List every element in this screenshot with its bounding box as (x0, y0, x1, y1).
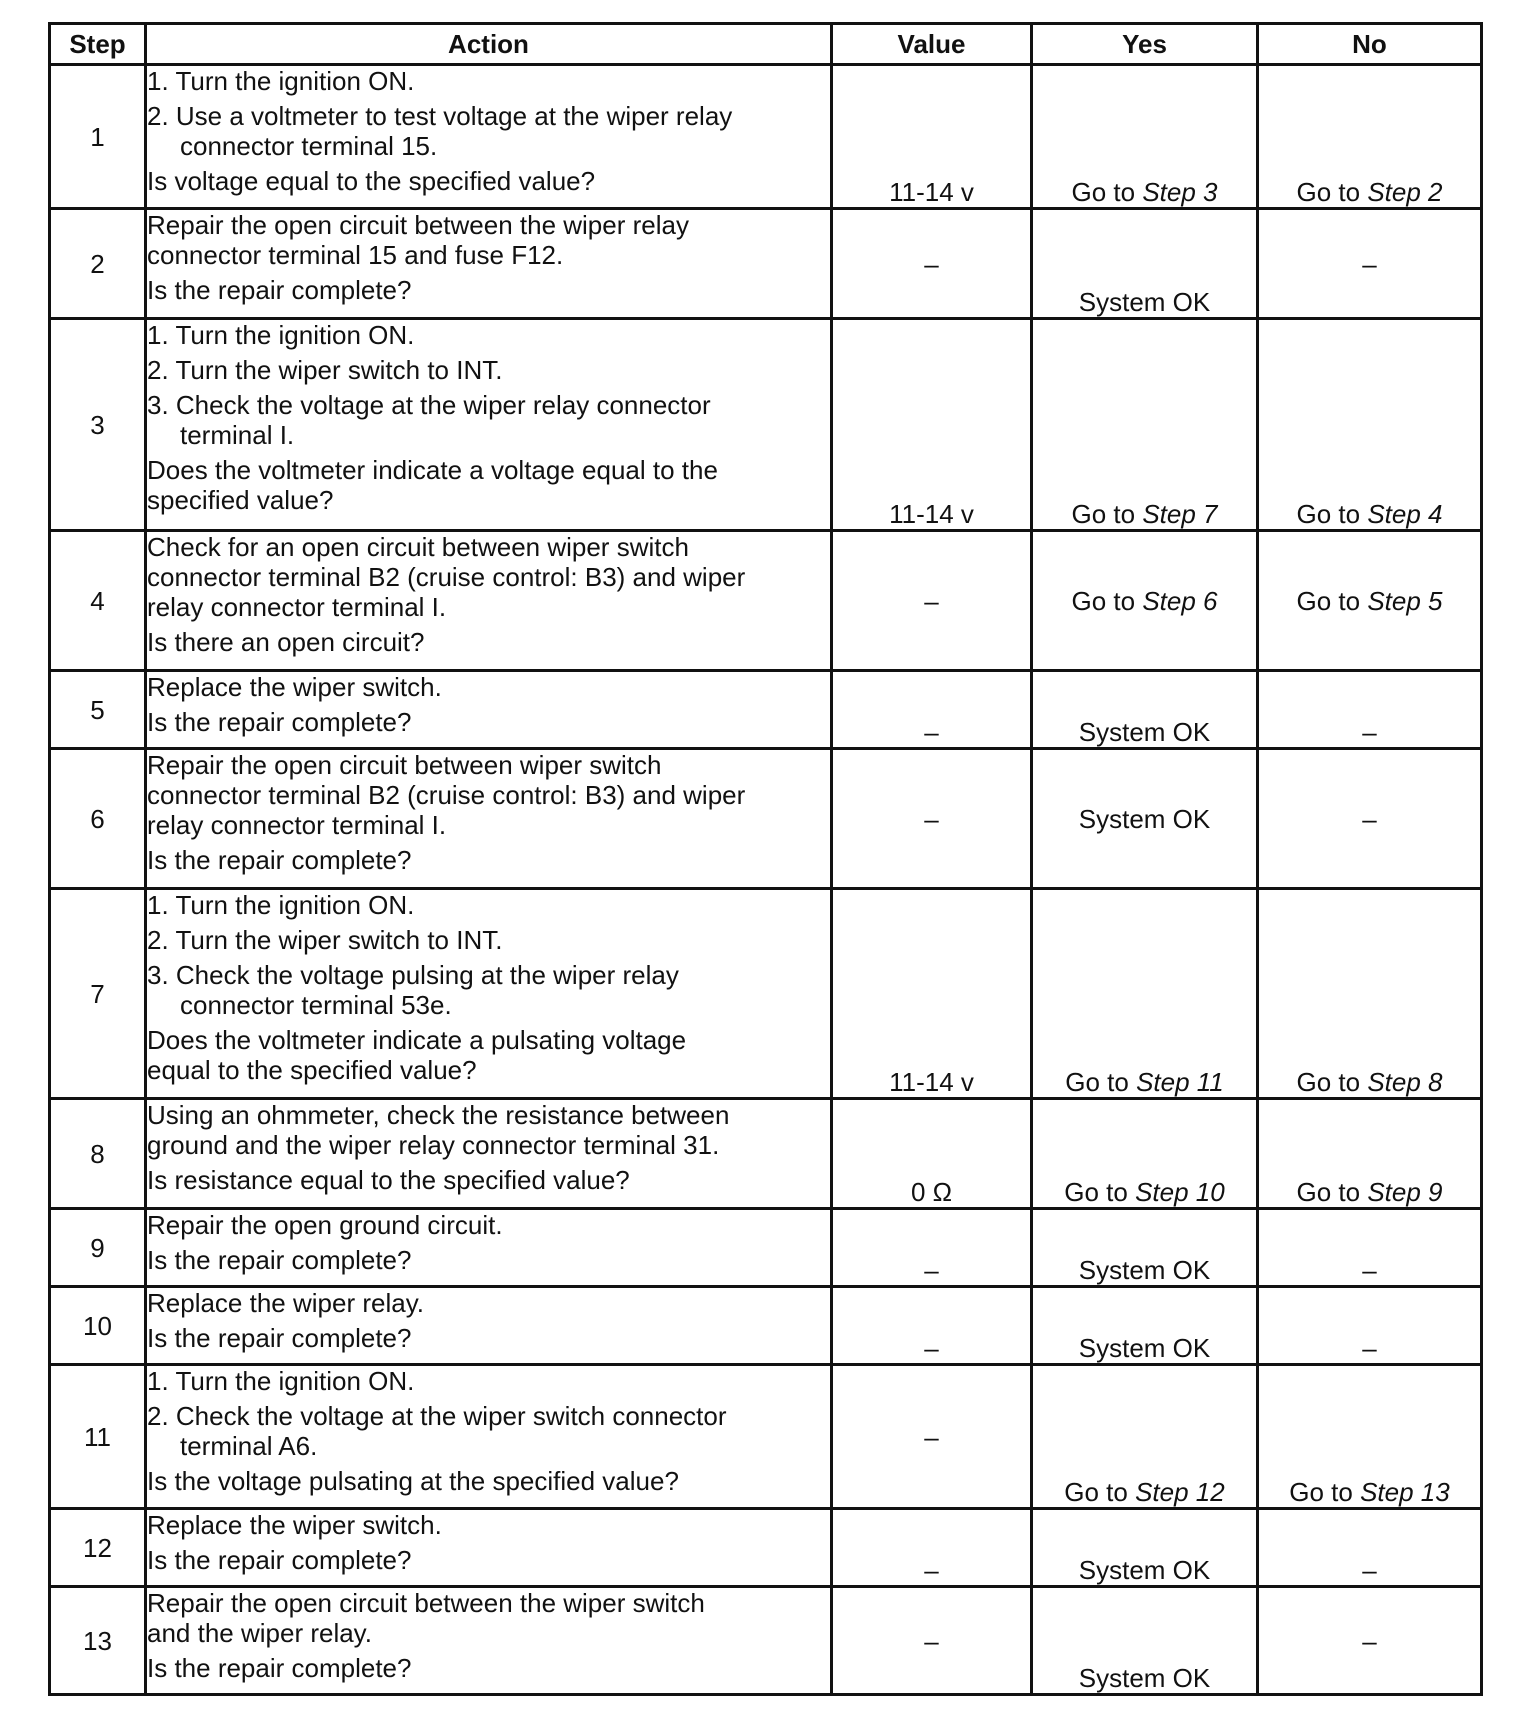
action-line: 2. Turn the wiper switch to INT. (147, 925, 503, 955)
value-cell: 11-14 v (832, 889, 1032, 1099)
table-row (50, 209, 1482, 319)
action-line: connector terminal 53e. (180, 990, 452, 1020)
action-line: Is the repair complete? (147, 845, 412, 875)
goto-step-link[interactable]: Step 5 (1367, 585, 1443, 616)
goto-step-link[interactable]: Step 11 (1136, 1067, 1224, 1097)
action-line: Is the repair complete? (147, 275, 412, 305)
goto-prefix: Go to (1065, 1067, 1137, 1097)
action-cell (146, 1287, 832, 1365)
header-yes: Yes (1032, 24, 1258, 65)
goto-prefix: Go to (1296, 499, 1368, 529)
no-cell (1258, 319, 1482, 531)
goto-prefix: Go to (1296, 177, 1368, 207)
goto-prefix: Go to (1296, 1067, 1368, 1097)
action-cell (146, 1209, 832, 1287)
yes-cell: System OK (1032, 1209, 1258, 1287)
yes-cell (1032, 1099, 1258, 1209)
action-line: 2. Use a voltmeter to test voltage at the wiper relay (147, 101, 733, 131)
no-cell: – (1258, 749, 1482, 889)
action-line: 2. Turn the wiper switch to INT. (147, 355, 503, 385)
action-line: Is voltage equal to the specified value? (147, 166, 596, 196)
table-row (50, 1209, 1482, 1287)
step-number: 12 (50, 1509, 146, 1587)
action-line: Is the repair complete? (147, 1245, 412, 1275)
action-cell (146, 319, 832, 531)
goto-step-link[interactable]: Step 4 (1367, 499, 1443, 529)
value-cell: – (832, 1587, 1032, 1695)
action-line: Does the voltmeter indicate a voltage equal to the (147, 455, 718, 485)
yes-cell: System OK (1032, 1509, 1258, 1587)
value-cell: – (832, 1509, 1032, 1587)
value-cell: – (832, 1209, 1032, 1287)
action-cell (146, 1587, 832, 1695)
table-row (50, 1509, 1482, 1587)
yes-cell: System OK (1032, 1587, 1258, 1695)
action-line: Repair the open circuit between the wiper relay (147, 210, 689, 240)
diagnostic-table (48, 22, 1483, 1696)
table-row (50, 531, 1482, 671)
step-number: 4 (50, 531, 146, 671)
action-line: 3. Check the voltage at the wiper relay connector (147, 390, 711, 420)
goto-step-link[interactable]: Step 12 (1135, 1477, 1225, 1507)
action-line: Is the repair complete? (147, 1545, 412, 1575)
goto-step-link[interactable]: Step 3 (1142, 177, 1218, 207)
action-line: connector terminal B2 (cruise control: B3) and wiper (147, 562, 746, 592)
action-cell (146, 671, 832, 749)
action-line: connector terminal B2 (cruise control: B3) and wiper (147, 780, 746, 810)
goto-step-link[interactable]: Step 10 (1135, 1177, 1225, 1207)
table-row (50, 1365, 1482, 1509)
yes-cell (1032, 531, 1258, 671)
action-line: ground and the wiper relay connector terminal 31. (147, 1130, 720, 1160)
action-line: connector terminal 15. (180, 131, 438, 161)
action-line: terminal A6. (180, 1431, 318, 1461)
header-step: Step (50, 24, 146, 65)
value-cell: – (832, 1287, 1032, 1365)
goto-step-link[interactable]: Step 9 (1367, 1177, 1443, 1207)
action-line: 1. Turn the ignition ON. (147, 66, 415, 96)
value-cell: – (832, 209, 1032, 319)
action-line: Repair the open circuit between wiper switch (147, 750, 662, 780)
table-row (50, 65, 1482, 209)
action-line: Is resistance equal to the specified value? (147, 1165, 630, 1195)
action-cell (146, 749, 832, 889)
goto-step-link[interactable]: Step 7 (1142, 499, 1218, 529)
action-line: Is the repair complete? (147, 707, 412, 737)
step-number: 7 (50, 889, 146, 1099)
table-row (50, 319, 1482, 531)
no-cell: – (1258, 1509, 1482, 1587)
yes-cell (1032, 319, 1258, 531)
step-number: 5 (50, 671, 146, 749)
goto-step-link[interactable]: Step 8 (1367, 1067, 1443, 1097)
action-line: Is there an open circuit? (147, 627, 425, 657)
yes-cell (1032, 1365, 1258, 1509)
action-line: specified value? (147, 485, 334, 515)
value-cell: – (832, 1365, 1032, 1509)
table-row (50, 889, 1482, 1099)
action-cell (146, 1099, 832, 1209)
yes-cell: System OK (1032, 1287, 1258, 1365)
action-cell (146, 209, 832, 319)
yes-cell: System OK (1032, 209, 1258, 319)
header-value: Value (832, 24, 1032, 65)
action-line: relay connector terminal I. (147, 810, 447, 840)
no-cell (1258, 65, 1482, 209)
goto-prefix: Go to (1296, 1177, 1368, 1207)
yes-cell: System OK (1032, 671, 1258, 749)
no-cell (1258, 1099, 1482, 1209)
action-line: Replace the wiper relay. (147, 1288, 424, 1318)
step-number: 11 (50, 1365, 146, 1509)
action-line: Is the repair complete? (147, 1323, 412, 1353)
no-cell: – (1258, 671, 1482, 749)
goto-prefix: Go to (1064, 1477, 1136, 1507)
action-line: Is the repair complete? (147, 1653, 412, 1683)
table-row (50, 1587, 1482, 1695)
action-line: 1. Turn the ignition ON. (147, 1366, 415, 1396)
action-line: Does the voltmeter indicate a pulsating voltage (147, 1025, 687, 1055)
yes-cell: System OK (1032, 749, 1258, 889)
header-no: No (1258, 24, 1482, 65)
table-row (50, 1287, 1482, 1365)
action-line: Is the voltage pulsating at the specified value? (147, 1466, 679, 1496)
value-cell: – (832, 749, 1032, 889)
action-line: 2. Check the voltage at the wiper switch connector (147, 1401, 727, 1431)
table-row (50, 749, 1482, 889)
step-number: 1 (50, 65, 146, 209)
action-line: and the wiper relay. (147, 1618, 372, 1648)
action-line: 3. Check the voltage pulsing at the wiper relay (147, 960, 679, 990)
action-cell (146, 65, 832, 209)
goto-step-link[interactable]: Step 6 (1142, 585, 1218, 616)
step-number: 9 (50, 1209, 146, 1287)
action-line: 1. Turn the ignition ON. (147, 890, 415, 920)
action-line: Using an ohmmeter, check the resistance between (147, 1100, 730, 1130)
no-cell (1258, 889, 1482, 1099)
value-cell: – (832, 671, 1032, 749)
goto-prefix: Go to (1071, 585, 1143, 616)
no-cell: – (1258, 1287, 1482, 1365)
goto-prefix: Go to (1289, 1477, 1361, 1507)
goto-prefix: Go to (1064, 1177, 1136, 1207)
step-number: 10 (50, 1287, 146, 1365)
no-cell (1258, 531, 1482, 671)
no-cell: – (1258, 1587, 1482, 1695)
goto-prefix: Go to (1071, 177, 1143, 207)
action-line: Check for an open circuit between wiper switch (147, 532, 689, 562)
no-cell (1258, 1365, 1482, 1509)
action-cell (146, 1509, 832, 1587)
goto-prefix: Go to (1296, 585, 1368, 616)
value-cell: 11-14 v (832, 319, 1032, 531)
no-cell: – (1258, 209, 1482, 319)
yes-cell (1032, 889, 1258, 1099)
step-number: 8 (50, 1099, 146, 1209)
action-cell (146, 531, 832, 671)
value-cell: 11-14 v (832, 65, 1032, 209)
action-line: connector terminal 15 and fuse F12. (147, 240, 564, 270)
value-cell: 0 Ω (832, 1099, 1032, 1209)
no-cell: – (1258, 1209, 1482, 1287)
action-line: terminal I. (180, 420, 295, 450)
header-action: Action (146, 24, 832, 65)
action-line: Replace the wiper switch. (147, 1510, 442, 1540)
table-row (50, 1099, 1482, 1209)
action-line: Repair the open circuit between the wiper switch (147, 1588, 705, 1618)
step-number: 6 (50, 749, 146, 889)
action-cell (146, 1365, 832, 1509)
action-line: 1. Turn the ignition ON. (147, 320, 415, 350)
step-number: 3 (50, 319, 146, 531)
action-line: Repair the open ground circuit. (147, 1210, 503, 1240)
goto-step-link[interactable]: Step 2 (1367, 177, 1443, 207)
goto-prefix: Go to (1071, 499, 1143, 529)
yes-cell (1032, 65, 1258, 209)
action-line: equal to the specified value? (147, 1055, 477, 1085)
value-cell: – (832, 531, 1032, 671)
step-number: 2 (50, 209, 146, 319)
action-line: Replace the wiper switch. (147, 672, 442, 702)
step-number: 13 (50, 1587, 146, 1695)
table-row (50, 671, 1482, 749)
action-cell (146, 889, 832, 1099)
header-row (50, 24, 1482, 65)
goto-step-link[interactable]: Step 13 (1360, 1477, 1450, 1507)
action-line: relay connector terminal I. (147, 592, 447, 622)
